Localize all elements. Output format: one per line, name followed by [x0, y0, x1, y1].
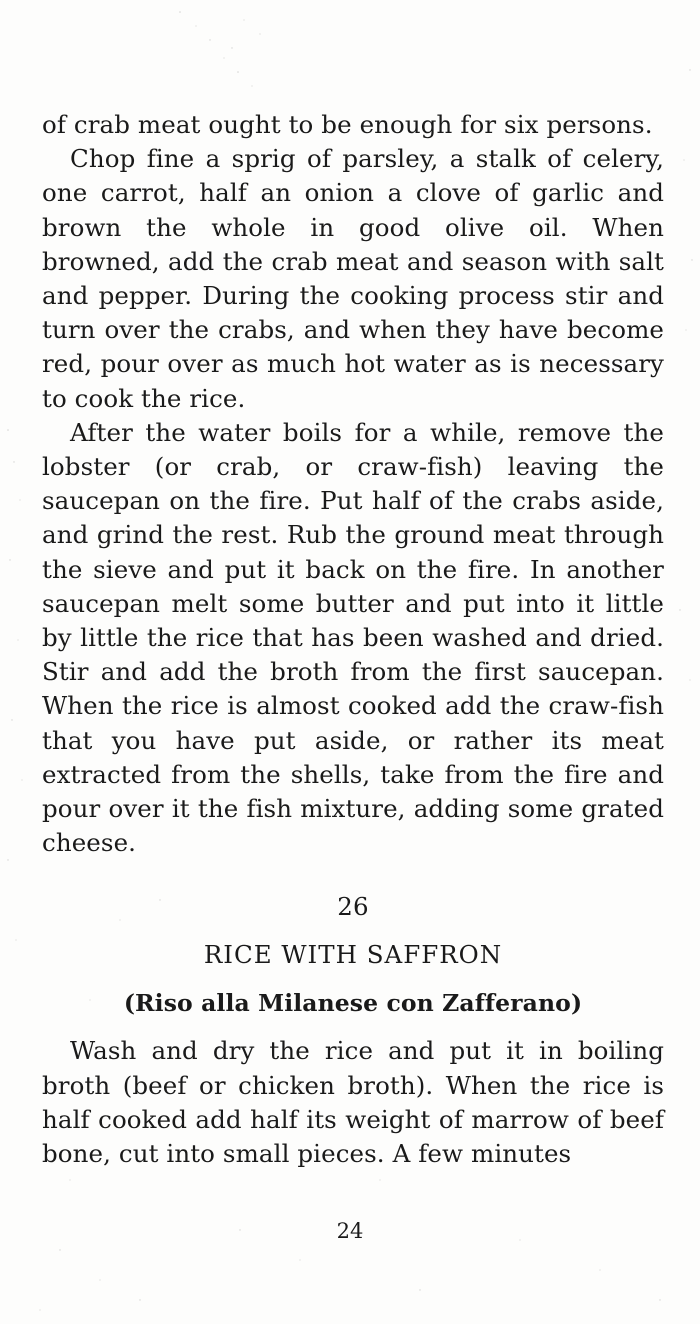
page-number: 24	[336, 1219, 364, 1243]
recipe-number: 26	[337, 892, 369, 922]
paragraph-continuation: of crab meat ought to be enough for six persons.	[42, 110, 653, 139]
paragraph-recipe-body: Wash and dry the rice and put it in boiling broth (beef or chicken broth). When the rice is half cooked add half its weight of marrow of beef bone, cut into small pieces. A few minutes	[42, 1036, 664, 1169]
recipe-subtitle: (Riso alla Milanese con Zafferano)	[123, 989, 583, 1018]
paragraph-chop: Chop fine a sprig of parsley, a stalk of celery, one carrot, half an onion a clove of garlic and brown the whole in good olive oil. When browned, add the crab meat and season with salt and pepper. During the cooking process stir and turn over the crabs, and when they have become red, pour over as much hot water as is necessary to cook the rice.	[42, 144, 664, 413]
recipe-title: RICE WITH SAFFRON	[203, 940, 503, 970]
paragraph-after-water: After the water boils for a while, remove the lobster (or crab, or craw-fish) leaving the saucepan on the fire. Put half of the crabs aside, and grind the rest. Rub the ground meat through the sieve and put it back on the fire. In another saucepan melt some butter and put into it little by little the rice that has been washed and dried. Stir and add the broth from the first saucepan. When the rice is almost cooked add the craw-fish that you have put aside, or rather its meat extracted from the shells, take from the fire and pour over it the fish mixture, adding some grated cheese.	[42, 417, 664, 858]
page-text	[42, 108, 664, 1171]
